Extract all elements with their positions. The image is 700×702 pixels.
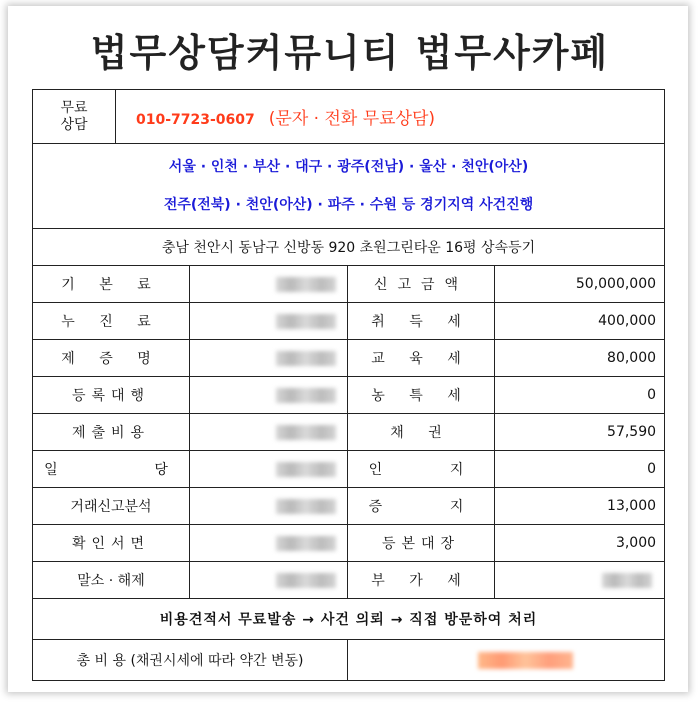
fee-value-blurred xyxy=(190,488,348,525)
tax-label: 취 득 세 xyxy=(348,303,495,340)
tax-value: 57,590 xyxy=(495,414,665,451)
fee-value-blurred xyxy=(190,414,348,451)
table-row xyxy=(33,562,665,599)
phone-note: (문자 · 전화 무료상담) xyxy=(268,109,436,129)
tax-label: 채 권 xyxy=(348,414,495,451)
table-row xyxy=(33,377,665,414)
regions-line1: 서울 · 인천 · 부산 · 대구 · 광주(전남) · 울산 · 천안(아산) xyxy=(168,159,529,175)
fee-label: 제 증 명 xyxy=(33,340,190,377)
free-consult-label: 무료 상담 xyxy=(33,90,116,144)
tax-value: 0 xyxy=(495,377,665,414)
tax-value: 400,000 xyxy=(495,303,665,340)
table-row xyxy=(33,266,665,303)
fee-value-blurred xyxy=(190,525,348,562)
fee-label: 거래신고분석 xyxy=(33,488,190,525)
fee-label: 등록대행 xyxy=(33,377,190,414)
total-cost-value-blurred xyxy=(348,640,665,681)
fee-label: 일 당 xyxy=(33,451,190,488)
tax-value: 13,000 xyxy=(495,488,665,525)
table-row xyxy=(33,414,665,451)
tax-value: 80,000 xyxy=(495,340,665,377)
fee-value-blurred xyxy=(190,266,348,303)
fee-label: 말소 · 해제 xyxy=(33,562,190,599)
table-row xyxy=(33,340,665,377)
tax-label: 부 가 세 xyxy=(348,562,495,599)
fee-value-blurred xyxy=(190,340,348,377)
phone-number[interactable]: 010-7723-0607 xyxy=(136,112,255,128)
tax-value: 50,000,000 xyxy=(495,266,665,303)
table-row xyxy=(33,488,665,525)
regions-cell xyxy=(33,144,665,229)
estimate-table xyxy=(32,89,665,681)
total-cost-label: 총 비 용 (채권시세에 따라 약간 변동) xyxy=(33,640,348,681)
fee-value-blurred xyxy=(190,303,348,340)
table-row xyxy=(33,451,665,488)
tax-label: 인 지 xyxy=(348,451,495,488)
fee-value-blurred xyxy=(190,377,348,414)
tax-value: 0 xyxy=(495,451,665,488)
table-row xyxy=(33,525,665,562)
tax-label: 증 지 xyxy=(348,488,495,525)
tax-value: 3,000 xyxy=(495,525,665,562)
regions-line2: 전주(전북) · 천안(아산) · 파주 · 수원 등 경기지역 사건진행 xyxy=(163,197,534,213)
page-title: 법무상담커뮤니티 법무사카페 xyxy=(90,31,610,75)
vat-value-blurred xyxy=(495,562,665,599)
tax-label: 농 특 세 xyxy=(348,377,495,414)
tax-label: 등본대장 xyxy=(348,525,495,562)
fee-value-blurred xyxy=(190,562,348,599)
fee-label: 누 진 료 xyxy=(33,303,190,340)
table-row xyxy=(33,303,665,340)
fee-label: 제출비용 xyxy=(33,414,190,451)
case-address: 충남 천안시 동남구 신방동 920 초원그린타운 16평 상속등기 xyxy=(33,229,665,266)
tax-label: 신고금액 xyxy=(348,266,495,303)
tax-label: 교 육 세 xyxy=(348,340,495,377)
fee-label: 기 본 료 xyxy=(33,266,190,303)
phone-cell[interactable] xyxy=(116,90,665,144)
fee-label: 확인서면 xyxy=(33,525,190,562)
fee-value-blurred xyxy=(190,451,348,488)
process-steps: 비용견적서 무료발송 → 사건 의뢰 → 직접 방문하여 처리 xyxy=(33,599,665,640)
